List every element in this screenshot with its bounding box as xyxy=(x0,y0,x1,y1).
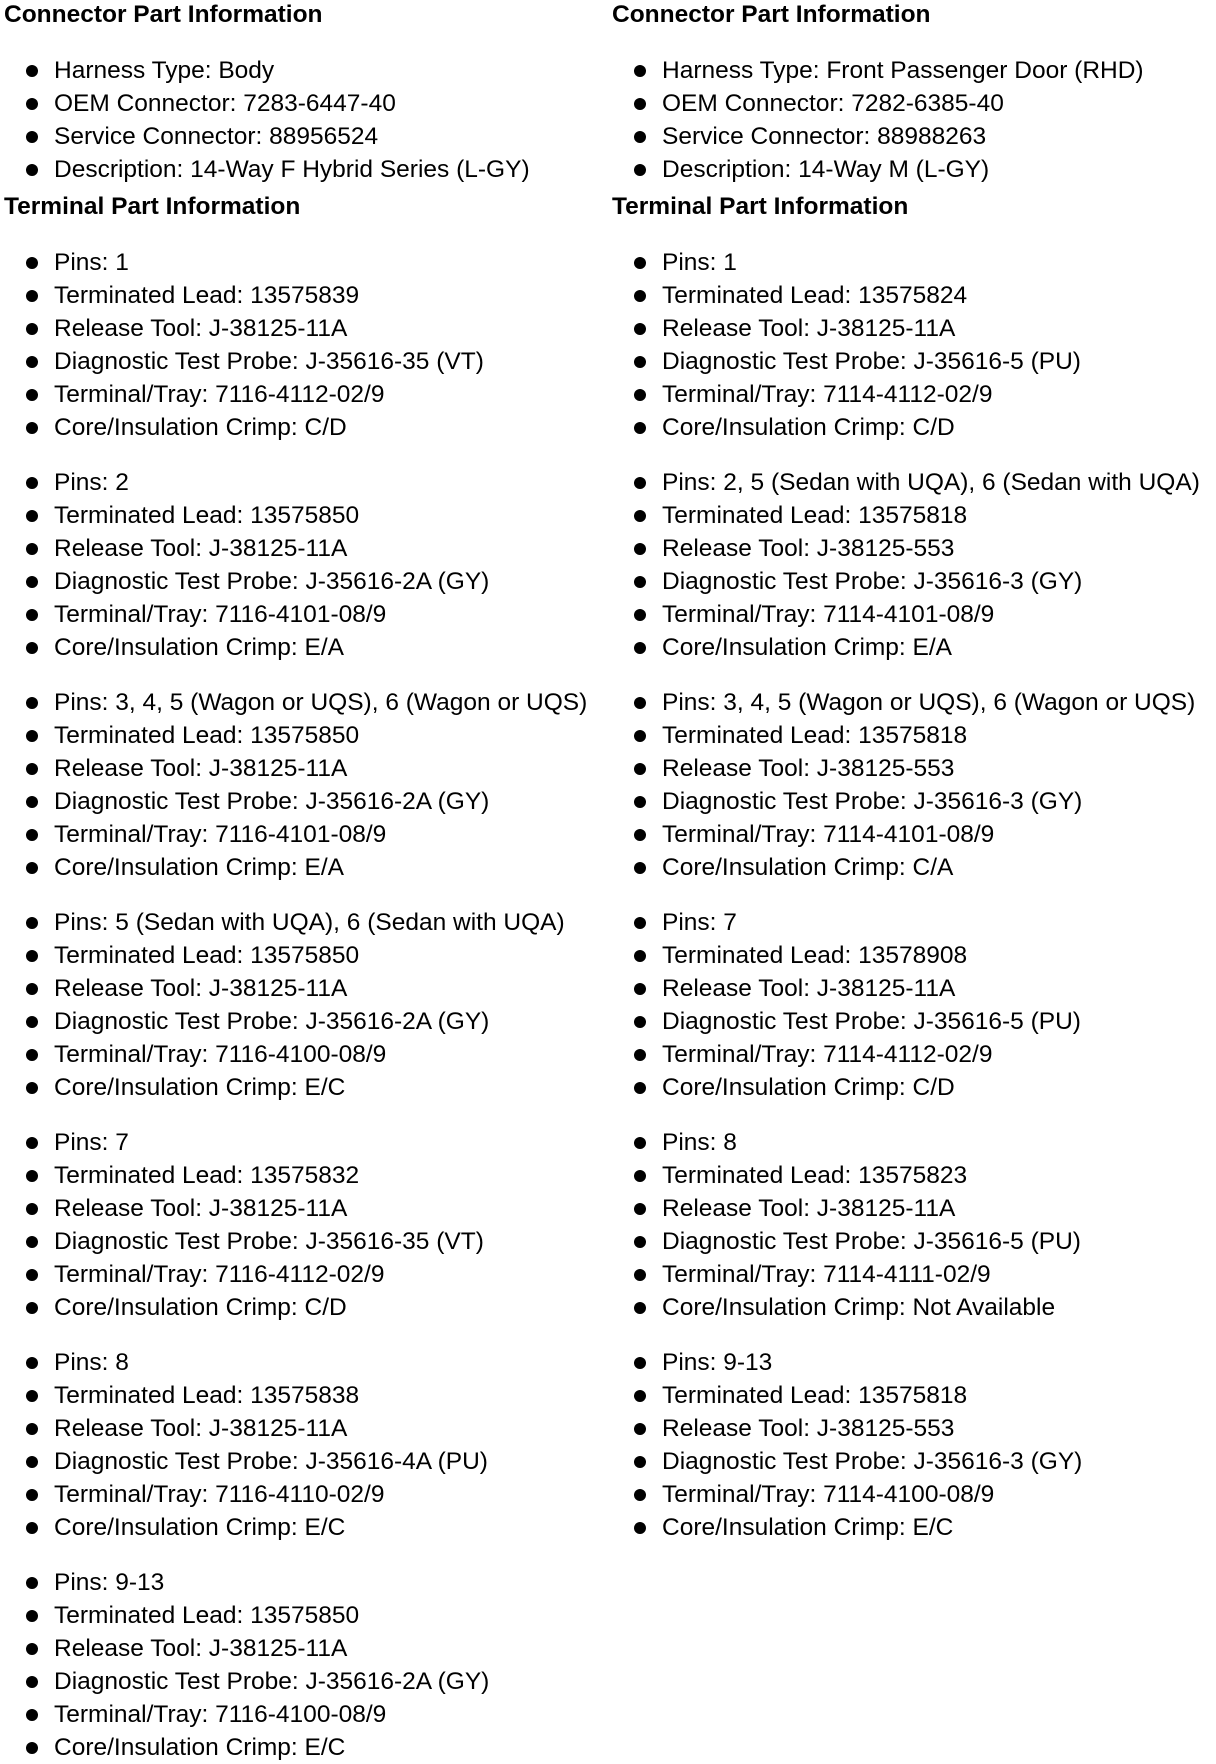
list-item xyxy=(612,312,1212,345)
list-item-text: Core/Insulation Crimp: E/A xyxy=(662,634,953,661)
bullet-icon xyxy=(26,477,38,489)
list-item xyxy=(4,719,604,752)
list-item-text: Terminated Lead: 13575818 xyxy=(662,502,968,529)
list-item-text: Terminal/Tray: 7116-4101-08/9 xyxy=(54,601,387,628)
list-item xyxy=(4,1698,604,1731)
list-item-text: Release Tool: J-38125-553 xyxy=(662,1415,955,1442)
bullet-icon xyxy=(634,829,646,841)
pin-group xyxy=(4,466,604,664)
list-item xyxy=(4,1258,604,1291)
bullet-icon xyxy=(26,950,38,962)
list-item-text: Terminated Lead: 13575832 xyxy=(54,1162,360,1189)
list-item xyxy=(612,499,1212,532)
terminal-part-info-heading: Terminal Part Information xyxy=(612,193,909,220)
list-item xyxy=(4,785,604,818)
list-item-text: Terminated Lead: 13575818 xyxy=(662,1382,968,1409)
list-item-text: Service Connector: 88988263 xyxy=(662,123,987,150)
bullet-icon xyxy=(26,1522,38,1534)
list-item-text: Terminated Lead: 13575850 xyxy=(54,502,360,529)
list-item xyxy=(4,565,604,598)
bullet-icon xyxy=(26,642,38,654)
bullet-icon xyxy=(634,697,646,709)
list-item-text: Core/Insulation Crimp: E/C xyxy=(54,1734,346,1761)
list-item xyxy=(4,1038,604,1071)
list-item-text: OEM Connector: 7283-6447-40 xyxy=(54,90,396,117)
list-item-text: Terminated Lead: 13578908 xyxy=(662,942,968,969)
list-item xyxy=(612,719,1212,752)
bullet-icon xyxy=(634,917,646,929)
list-item xyxy=(612,565,1212,598)
list-item-text: Pins: 2, 5 (Sedan with UQA), 6 (Sedan with UQA) xyxy=(662,469,1200,496)
list-item-text: Release Tool: J-38125-11A xyxy=(54,755,348,782)
bullet-icon xyxy=(26,763,38,775)
list-item xyxy=(612,411,1212,444)
bullet-icon xyxy=(634,1522,646,1534)
bullet-icon xyxy=(26,1709,38,1721)
list-item-text: Diagnostic Test Probe: J-35616-5 (PU) xyxy=(662,348,1081,375)
list-item xyxy=(4,1159,604,1192)
list-item-text: Core/Insulation Crimp: Not Available xyxy=(662,1294,1056,1321)
list-item xyxy=(612,120,1212,153)
list-item xyxy=(4,246,604,279)
list-item-text: Terminated Lead: 13575839 xyxy=(54,282,360,309)
list-item xyxy=(612,686,1212,719)
list-item xyxy=(612,1225,1212,1258)
list-item xyxy=(4,1632,604,1665)
bullet-icon xyxy=(26,917,38,929)
bullet-icon xyxy=(26,1390,38,1402)
list-item-text: Terminal/Tray: 7114-4101-08/9 xyxy=(662,601,995,628)
list-item xyxy=(612,1346,1212,1379)
bullet-icon xyxy=(634,609,646,621)
list-item-text: Harness Type: Body xyxy=(54,57,275,84)
bullet-icon xyxy=(26,576,38,588)
list-item-text: Release Tool: J-38125-11A xyxy=(662,1195,956,1222)
list-item-text: Core/Insulation Crimp: E/C xyxy=(54,1514,346,1541)
list-item xyxy=(4,598,604,631)
bullet-icon xyxy=(26,422,38,434)
bullet-icon xyxy=(26,1423,38,1435)
list-item-text: Release Tool: J-38125-11A xyxy=(54,535,348,562)
list-item-text: Terminal/Tray: 7116-4112-02/9 xyxy=(54,381,385,408)
list-item xyxy=(612,851,1212,884)
list-item xyxy=(4,499,604,532)
list-item-text: Core/Insulation Crimp: C/A xyxy=(662,854,954,881)
bullet-icon xyxy=(26,1203,38,1215)
list-item xyxy=(4,1192,604,1225)
list-item-text: Pins: 9-13 xyxy=(662,1349,773,1376)
list-item-text: Release Tool: J-38125-11A xyxy=(662,975,956,1002)
list-item xyxy=(612,532,1212,565)
list-item xyxy=(612,1005,1212,1038)
list-item xyxy=(4,1445,604,1478)
bullet-icon xyxy=(26,983,38,995)
list-item-text: Pins: 5 (Sedan with UQA), 6 (Sedan with UQA) xyxy=(54,909,565,936)
list-item xyxy=(612,153,1212,186)
bullet-icon xyxy=(634,1236,646,1248)
pin-group xyxy=(4,246,604,444)
list-item xyxy=(4,279,604,312)
list-item-text: Core/Insulation Crimp: C/D xyxy=(54,414,347,441)
list-item-text: Core/Insulation Crimp: E/A xyxy=(54,854,345,881)
list-item xyxy=(4,752,604,785)
bullet-icon xyxy=(634,543,646,555)
list-item-text: Diagnostic Test Probe: J-35616-35 (VT) xyxy=(54,1228,484,1255)
bullet-icon xyxy=(634,1170,646,1182)
list-item-text: Diagnostic Test Probe: J-35616-4A (PU) xyxy=(54,1448,488,1475)
list-item-text: Terminal/Tray: 7114-4112-02/9 xyxy=(662,1041,993,1068)
list-item-text: Release Tool: J-38125-11A xyxy=(54,1415,348,1442)
list-item-text: Core/Insulation Crimp: C/D xyxy=(54,1294,347,1321)
terminal-pin-groups xyxy=(612,246,1212,1544)
list-item xyxy=(612,1258,1212,1291)
bullet-icon xyxy=(26,829,38,841)
list-item-text: Pins: 8 xyxy=(662,1129,737,1156)
list-item xyxy=(4,1379,604,1412)
list-item xyxy=(4,1478,604,1511)
bullet-icon xyxy=(634,323,646,335)
list-item xyxy=(4,1731,604,1764)
list-item-text: Diagnostic Test Probe: J-35616-3 (GY) xyxy=(662,1448,1083,1475)
list-item xyxy=(612,378,1212,411)
list-item xyxy=(4,686,604,719)
bullet-icon xyxy=(26,1049,38,1061)
list-item xyxy=(4,851,604,884)
bullet-icon xyxy=(634,730,646,742)
list-item xyxy=(612,631,1212,664)
list-item xyxy=(612,1445,1212,1478)
list-item-text: Diagnostic Test Probe: J-35616-35 (VT) xyxy=(54,348,484,375)
bullet-icon xyxy=(634,1203,646,1215)
list-item-text: Pins: 3, 4, 5 (Wagon or UQS), 6 (Wagon or UQS) xyxy=(54,689,588,716)
list-item-text: Core/Insulation Crimp: C/D xyxy=(662,414,955,441)
list-item-text: Diagnostic Test Probe: J-35616-2A (GY) xyxy=(54,1668,490,1695)
connector-info-list xyxy=(612,54,1212,186)
list-item-text: Pins: 7 xyxy=(54,1129,129,1156)
list-item-text: Terminal/Tray: 7116-4100-08/9 xyxy=(54,1701,387,1728)
list-item-text: Release Tool: J-38125-11A xyxy=(54,315,348,342)
list-item xyxy=(4,1412,604,1445)
list-item xyxy=(4,1225,604,1258)
bullet-icon xyxy=(634,510,646,522)
list-item-text: Release Tool: J-38125-11A xyxy=(54,1195,348,1222)
list-item-text: Terminated Lead: 13575838 xyxy=(54,1382,360,1409)
list-item-text: Diagnostic Test Probe: J-35616-2A (GY) xyxy=(54,568,490,595)
bullet-icon xyxy=(26,1016,38,1028)
bullet-icon xyxy=(634,862,646,874)
bullet-icon xyxy=(26,290,38,302)
list-item xyxy=(612,1159,1212,1192)
bullet-icon xyxy=(26,164,38,176)
list-item xyxy=(612,87,1212,120)
bullet-icon xyxy=(26,323,38,335)
bullet-icon xyxy=(26,1643,38,1655)
bullet-icon xyxy=(634,1423,646,1435)
bullet-icon xyxy=(26,697,38,709)
list-item-text: Terminal/Tray: 7116-4101-08/9 xyxy=(54,821,387,848)
list-item-text: OEM Connector: 7282-6385-40 xyxy=(662,90,1004,117)
list-item xyxy=(4,411,604,444)
list-item-text: Terminated Lead: 13575850 xyxy=(54,1602,360,1629)
list-item xyxy=(612,1126,1212,1159)
list-item xyxy=(4,1566,604,1599)
list-item-text: Pins: 7 xyxy=(662,909,737,936)
list-item xyxy=(4,532,604,565)
bullet-icon xyxy=(26,65,38,77)
list-item xyxy=(612,1291,1212,1324)
list-item xyxy=(4,54,604,87)
list-item xyxy=(612,785,1212,818)
list-item-text: Terminal/Tray: 7116-4110-02/9 xyxy=(54,1481,385,1508)
bullet-icon xyxy=(634,65,646,77)
list-item-text: Diagnostic Test Probe: J-35616-2A (GY) xyxy=(54,788,490,815)
bullet-icon xyxy=(26,1489,38,1501)
list-item xyxy=(4,906,604,939)
bullet-icon xyxy=(26,98,38,110)
connector-part-info-heading: Connector Part Information xyxy=(612,1,931,28)
bullet-icon xyxy=(26,356,38,368)
bullet-icon xyxy=(26,1137,38,1149)
pin-group xyxy=(612,686,1212,884)
bullet-icon xyxy=(634,950,646,962)
bullet-icon xyxy=(634,763,646,775)
list-item-text: Description: 14-Way F Hybrid Series (L-GY) xyxy=(54,156,530,183)
connector-info-list xyxy=(4,54,604,186)
list-item xyxy=(612,818,1212,851)
list-item xyxy=(4,1291,604,1324)
list-item xyxy=(612,1412,1212,1445)
bullet-icon xyxy=(634,642,646,654)
bullet-icon xyxy=(634,131,646,143)
list-item xyxy=(4,87,604,120)
list-item-text: Terminal/Tray: 7114-4100-08/9 xyxy=(662,1481,995,1508)
pin-group xyxy=(612,1346,1212,1544)
bullet-icon xyxy=(26,131,38,143)
bullet-icon xyxy=(26,1302,38,1314)
bullet-icon xyxy=(26,796,38,808)
list-item-text: Terminal/Tray: 7116-4112-02/9 xyxy=(54,1261,385,1288)
bullet-icon xyxy=(634,1016,646,1028)
pin-group xyxy=(4,1346,604,1544)
list-item-text: Terminal/Tray: 7114-4111-02/9 xyxy=(662,1261,991,1288)
bullet-icon xyxy=(634,389,646,401)
list-item xyxy=(612,1379,1212,1412)
list-item xyxy=(612,972,1212,1005)
bullet-icon xyxy=(634,1082,646,1094)
list-item-text: Terminated Lead: 13575823 xyxy=(662,1162,968,1189)
list-item-text: Core/Insulation Crimp: C/D xyxy=(662,1074,955,1101)
list-item-text: Terminated Lead: 13575850 xyxy=(54,942,360,969)
bullet-icon xyxy=(26,1742,38,1754)
bullet-icon xyxy=(26,1456,38,1468)
list-item xyxy=(4,972,604,1005)
bullet-icon xyxy=(26,1610,38,1622)
list-item-text: Pins: 1 xyxy=(54,249,129,276)
list-item-text: Diagnostic Test Probe: J-35616-3 (GY) xyxy=(662,568,1083,595)
bullet-icon xyxy=(634,422,646,434)
right-connector-column xyxy=(612,0,1212,1544)
terminal-pin-groups xyxy=(4,246,604,1764)
bullet-icon xyxy=(26,730,38,742)
list-item-text: Diagnostic Test Probe: J-35616-5 (PU) xyxy=(662,1228,1081,1255)
list-item xyxy=(4,466,604,499)
list-item-text: Core/Insulation Crimp: E/C xyxy=(662,1514,954,1541)
list-item-text: Terminal/Tray: 7114-4112-02/9 xyxy=(662,381,993,408)
list-item-text: Diagnostic Test Probe: J-35616-3 (GY) xyxy=(662,788,1083,815)
bullet-icon xyxy=(26,609,38,621)
pin-group xyxy=(612,466,1212,664)
list-item xyxy=(612,752,1212,785)
list-item-text: Harness Type: Front Passenger Door (RHD) xyxy=(662,57,1144,84)
bullet-icon xyxy=(634,1357,646,1369)
list-item xyxy=(612,279,1212,312)
pin-group xyxy=(612,1126,1212,1324)
list-item-text: Terminal/Tray: 7114-4101-08/9 xyxy=(662,821,995,848)
bullet-icon xyxy=(26,862,38,874)
connector-part-info-heading: Connector Part Information xyxy=(4,1,323,28)
list-item-text: Terminated Lead: 13575824 xyxy=(662,282,968,309)
list-item-text: Description: 14-Way M (L-GY) xyxy=(662,156,990,183)
list-item xyxy=(612,939,1212,972)
bullet-icon xyxy=(634,164,646,176)
bullet-icon xyxy=(634,1456,646,1468)
list-item-text: Core/Insulation Crimp: E/C xyxy=(54,1074,346,1101)
list-item-text: Pins: 8 xyxy=(54,1349,129,1376)
bullet-icon xyxy=(26,1357,38,1369)
terminal-part-info-heading: Terminal Part Information xyxy=(4,193,301,220)
list-item xyxy=(612,1511,1212,1544)
list-item xyxy=(4,631,604,664)
pin-group xyxy=(4,1126,604,1324)
list-item xyxy=(4,1511,604,1544)
pin-group xyxy=(4,1566,604,1764)
bullet-icon xyxy=(634,1049,646,1061)
list-item xyxy=(4,1005,604,1038)
list-item-text: Pins: 1 xyxy=(662,249,737,276)
list-item xyxy=(4,818,604,851)
list-item-text: Release Tool: J-38125-11A xyxy=(54,1635,348,1662)
bullet-icon xyxy=(634,576,646,588)
list-item xyxy=(612,246,1212,279)
bullet-icon xyxy=(26,1577,38,1589)
list-item-text: Pins: 3, 4, 5 (Wagon or UQS), 6 (Wagon or UQS) xyxy=(662,689,1196,716)
bullet-icon xyxy=(634,1302,646,1314)
list-item xyxy=(4,1071,604,1104)
pin-group xyxy=(612,246,1212,444)
bullet-icon xyxy=(634,1269,646,1281)
list-item-text: Core/Insulation Crimp: E/A xyxy=(54,634,345,661)
list-item-text: Service Connector: 88956524 xyxy=(54,123,379,150)
list-item xyxy=(4,312,604,345)
list-item xyxy=(612,906,1212,939)
bullet-icon xyxy=(634,1390,646,1402)
list-item xyxy=(612,1192,1212,1225)
bullet-icon xyxy=(26,543,38,555)
list-item xyxy=(4,1599,604,1632)
bullet-icon xyxy=(26,1236,38,1248)
bullet-icon xyxy=(26,1269,38,1281)
bullet-icon xyxy=(26,1170,38,1182)
list-item-text: Release Tool: J-38125-11A xyxy=(54,975,348,1002)
list-item xyxy=(4,1346,604,1379)
list-item xyxy=(4,378,604,411)
bullet-icon xyxy=(634,356,646,368)
bullet-icon xyxy=(26,389,38,401)
pin-group xyxy=(4,906,604,1104)
bullet-icon xyxy=(26,1082,38,1094)
list-item xyxy=(612,54,1212,87)
list-item-text: Terminal/Tray: 7116-4100-08/9 xyxy=(54,1041,387,1068)
left-connector-column xyxy=(4,0,604,1764)
list-item xyxy=(612,1038,1212,1071)
list-item xyxy=(4,1665,604,1698)
pin-group xyxy=(4,686,604,884)
bullet-icon xyxy=(634,796,646,808)
list-item-text: Diagnostic Test Probe: J-35616-5 (PU) xyxy=(662,1008,1081,1035)
list-item xyxy=(612,1478,1212,1511)
list-item xyxy=(612,466,1212,499)
list-item xyxy=(612,1071,1212,1104)
list-item xyxy=(4,1126,604,1159)
list-item-text: Terminated Lead: 13575818 xyxy=(662,722,968,749)
pin-group xyxy=(612,906,1212,1104)
list-item xyxy=(612,345,1212,378)
list-item xyxy=(4,153,604,186)
list-item-text: Terminated Lead: 13575850 xyxy=(54,722,360,749)
bullet-icon xyxy=(26,1676,38,1688)
list-item xyxy=(4,939,604,972)
bullet-icon xyxy=(634,257,646,269)
bullet-icon xyxy=(634,1137,646,1149)
bullet-icon xyxy=(634,98,646,110)
list-item xyxy=(612,598,1212,631)
bullet-icon xyxy=(26,257,38,269)
bullet-icon xyxy=(634,983,646,995)
list-item xyxy=(4,120,604,153)
list-item-text: Release Tool: J-38125-553 xyxy=(662,535,955,562)
bullet-icon xyxy=(26,510,38,522)
bullet-icon xyxy=(634,1489,646,1501)
bullet-icon xyxy=(634,290,646,302)
bullet-icon xyxy=(634,477,646,489)
list-item-text: Release Tool: J-38125-553 xyxy=(662,755,955,782)
list-item-text: Pins: 2 xyxy=(54,469,129,496)
list-item xyxy=(4,345,604,378)
list-item-text: Pins: 9-13 xyxy=(54,1569,165,1596)
list-item-text: Release Tool: J-38125-11A xyxy=(662,315,956,342)
list-item-text: Diagnostic Test Probe: J-35616-2A (GY) xyxy=(54,1008,490,1035)
